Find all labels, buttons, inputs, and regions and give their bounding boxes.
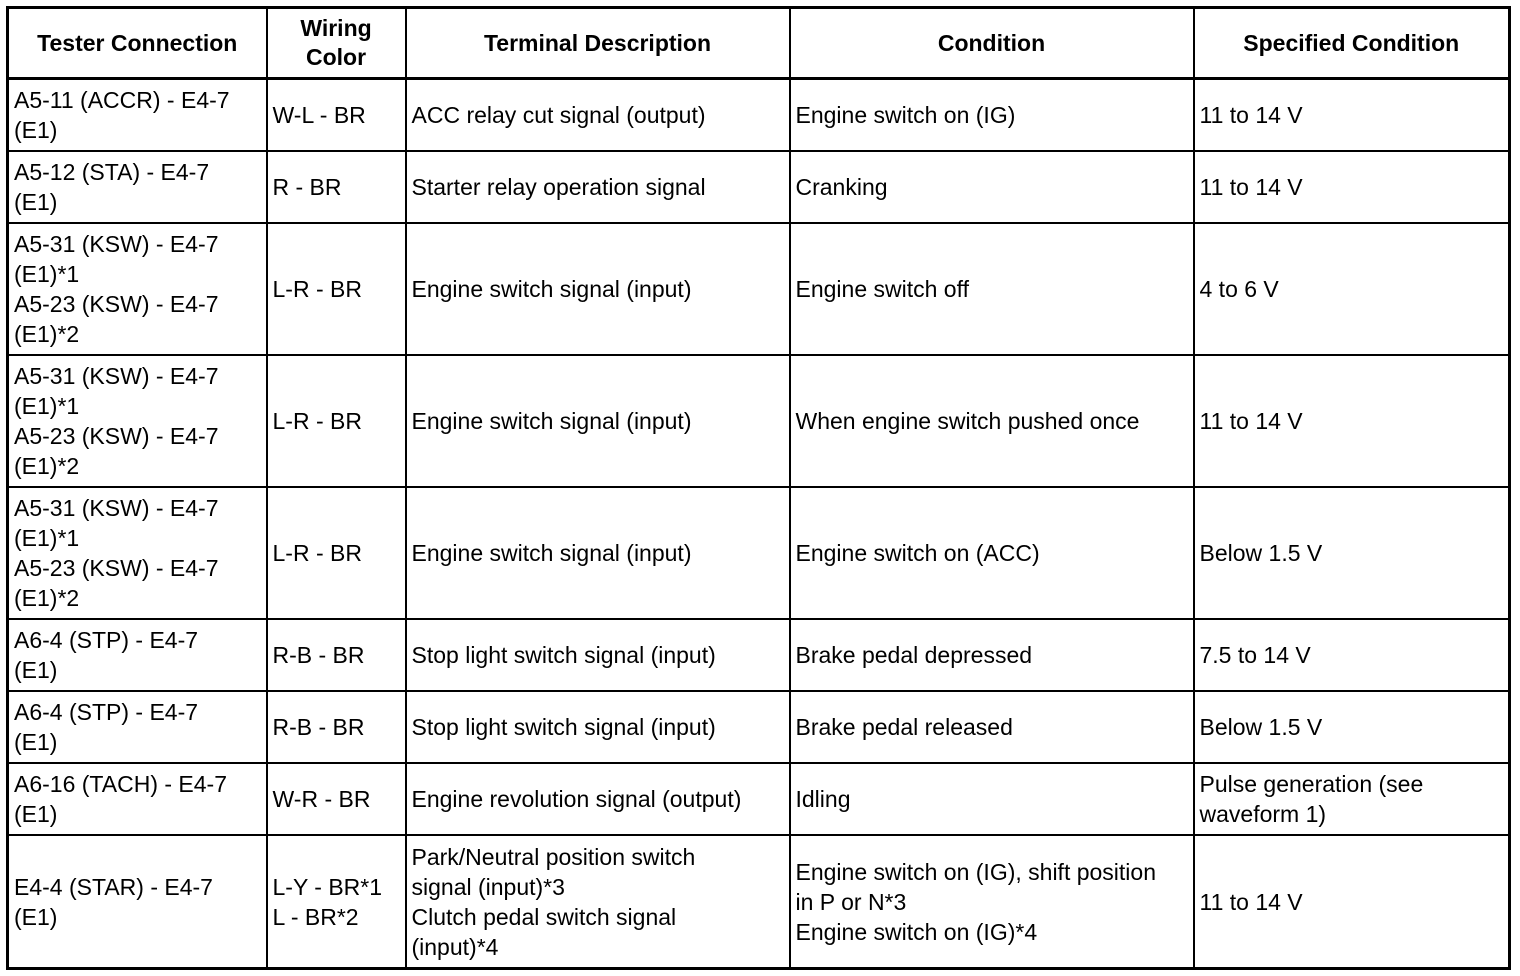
cell-condition: Idling	[790, 763, 1194, 835]
cell-specified-condition: 4 to 6 V	[1194, 223, 1510, 355]
cell-tester-connection: A5-12 (STA) - E4-7 (E1)	[8, 151, 267, 223]
cell-condition: Engine switch on (IG), shift position in P or N*3 Engine switch on (IG)*4	[790, 835, 1194, 969]
table-row	[8, 487, 1510, 619]
cell-tester-connection: A6-16 (TACH) - E4-7 (E1)	[8, 763, 267, 835]
cell-tester-connection: E4-4 (STAR) - E4-7 (E1)	[8, 835, 267, 969]
table-row	[8, 79, 1510, 152]
cell-condition: Engine switch on (ACC)	[790, 487, 1194, 619]
cell-wiring-color: R - BR	[267, 151, 406, 223]
cell-condition: Brake pedal depressed	[790, 619, 1194, 691]
cell-wiring-color: W-L - BR	[267, 79, 406, 152]
table-row	[8, 355, 1510, 487]
cell-wiring-color: L-R - BR	[267, 355, 406, 487]
cell-specified-condition: 11 to 14 V	[1194, 355, 1510, 487]
cell-terminal-description: Engine switch signal (input)	[406, 487, 790, 619]
cell-specified-condition: Below 1.5 V	[1194, 487, 1510, 619]
cell-condition: Cranking	[790, 151, 1194, 223]
cell-condition: Brake pedal released	[790, 691, 1194, 763]
cell-wiring-color: R-B - BR	[267, 619, 406, 691]
table-row	[8, 763, 1510, 835]
cell-terminal-description: Engine switch signal (input)	[406, 223, 790, 355]
cell-terminal-description: Park/Neutral position switch signal (input)*3 Clutch pedal switch signal (input)*4	[406, 835, 790, 969]
cell-specified-condition: Pulse generation (see waveform 1)	[1194, 763, 1510, 835]
cell-condition: Engine switch off	[790, 223, 1194, 355]
header-terminal-description: Terminal Description	[406, 8, 790, 79]
cell-tester-connection: A5-31 (KSW) - E4-7 (E1)*1 A5-23 (KSW) - E4-7 (E1)*2	[8, 487, 267, 619]
header-row	[8, 8, 1510, 79]
table-row	[8, 223, 1510, 355]
cell-specified-condition: 7.5 to 14 V	[1194, 619, 1510, 691]
cell-terminal-description: Engine switch signal (input)	[406, 355, 790, 487]
terminal-spec-table	[6, 6, 1511, 970]
cell-wiring-color: R-B - BR	[267, 691, 406, 763]
cell-condition: When engine switch pushed once	[790, 355, 1194, 487]
header-condition: Condition	[790, 8, 1194, 79]
header-wiring-color: Wiring Color	[267, 8, 406, 79]
cell-tester-connection: A5-11 (ACCR) - E4-7 (E1)	[8, 79, 267, 152]
cell-specified-condition: 11 to 14 V	[1194, 151, 1510, 223]
cell-tester-connection: A5-31 (KSW) - E4-7 (E1)*1 A5-23 (KSW) - E4-7 (E1)*2	[8, 355, 267, 487]
header-tester-connection: Tester Connection	[8, 8, 267, 79]
cell-terminal-description: Stop light switch signal (input)	[406, 691, 790, 763]
cell-specified-condition: Below 1.5 V	[1194, 691, 1510, 763]
header-specified-condition: Specified Condition	[1194, 8, 1510, 79]
cell-terminal-description: ACC relay cut signal (output)	[406, 79, 790, 152]
cell-terminal-description: Stop light switch signal (input)	[406, 619, 790, 691]
table-row	[8, 691, 1510, 763]
cell-wiring-color: W-R - BR	[267, 763, 406, 835]
cell-wiring-color: L-R - BR	[267, 487, 406, 619]
cell-condition: Engine switch on (IG)	[790, 79, 1194, 152]
cell-wiring-color: L-Y - BR*1 L - BR*2	[267, 835, 406, 969]
cell-tester-connection: A6-4 (STP) - E4-7 (E1)	[8, 619, 267, 691]
table-row	[8, 151, 1510, 223]
cell-wiring-color: L-R - BR	[267, 223, 406, 355]
cell-terminal-description: Engine revolution signal (output)	[406, 763, 790, 835]
cell-specified-condition: 11 to 14 V	[1194, 79, 1510, 152]
table-row	[8, 835, 1510, 969]
cell-tester-connection: A5-31 (KSW) - E4-7 (E1)*1 A5-23 (KSW) - E4-7 (E1)*2	[8, 223, 267, 355]
cell-terminal-description: Starter relay operation signal	[406, 151, 790, 223]
table-row	[8, 619, 1510, 691]
cell-specified-condition: 11 to 14 V	[1194, 835, 1510, 969]
cell-tester-connection: A6-4 (STP) - E4-7 (E1)	[8, 691, 267, 763]
